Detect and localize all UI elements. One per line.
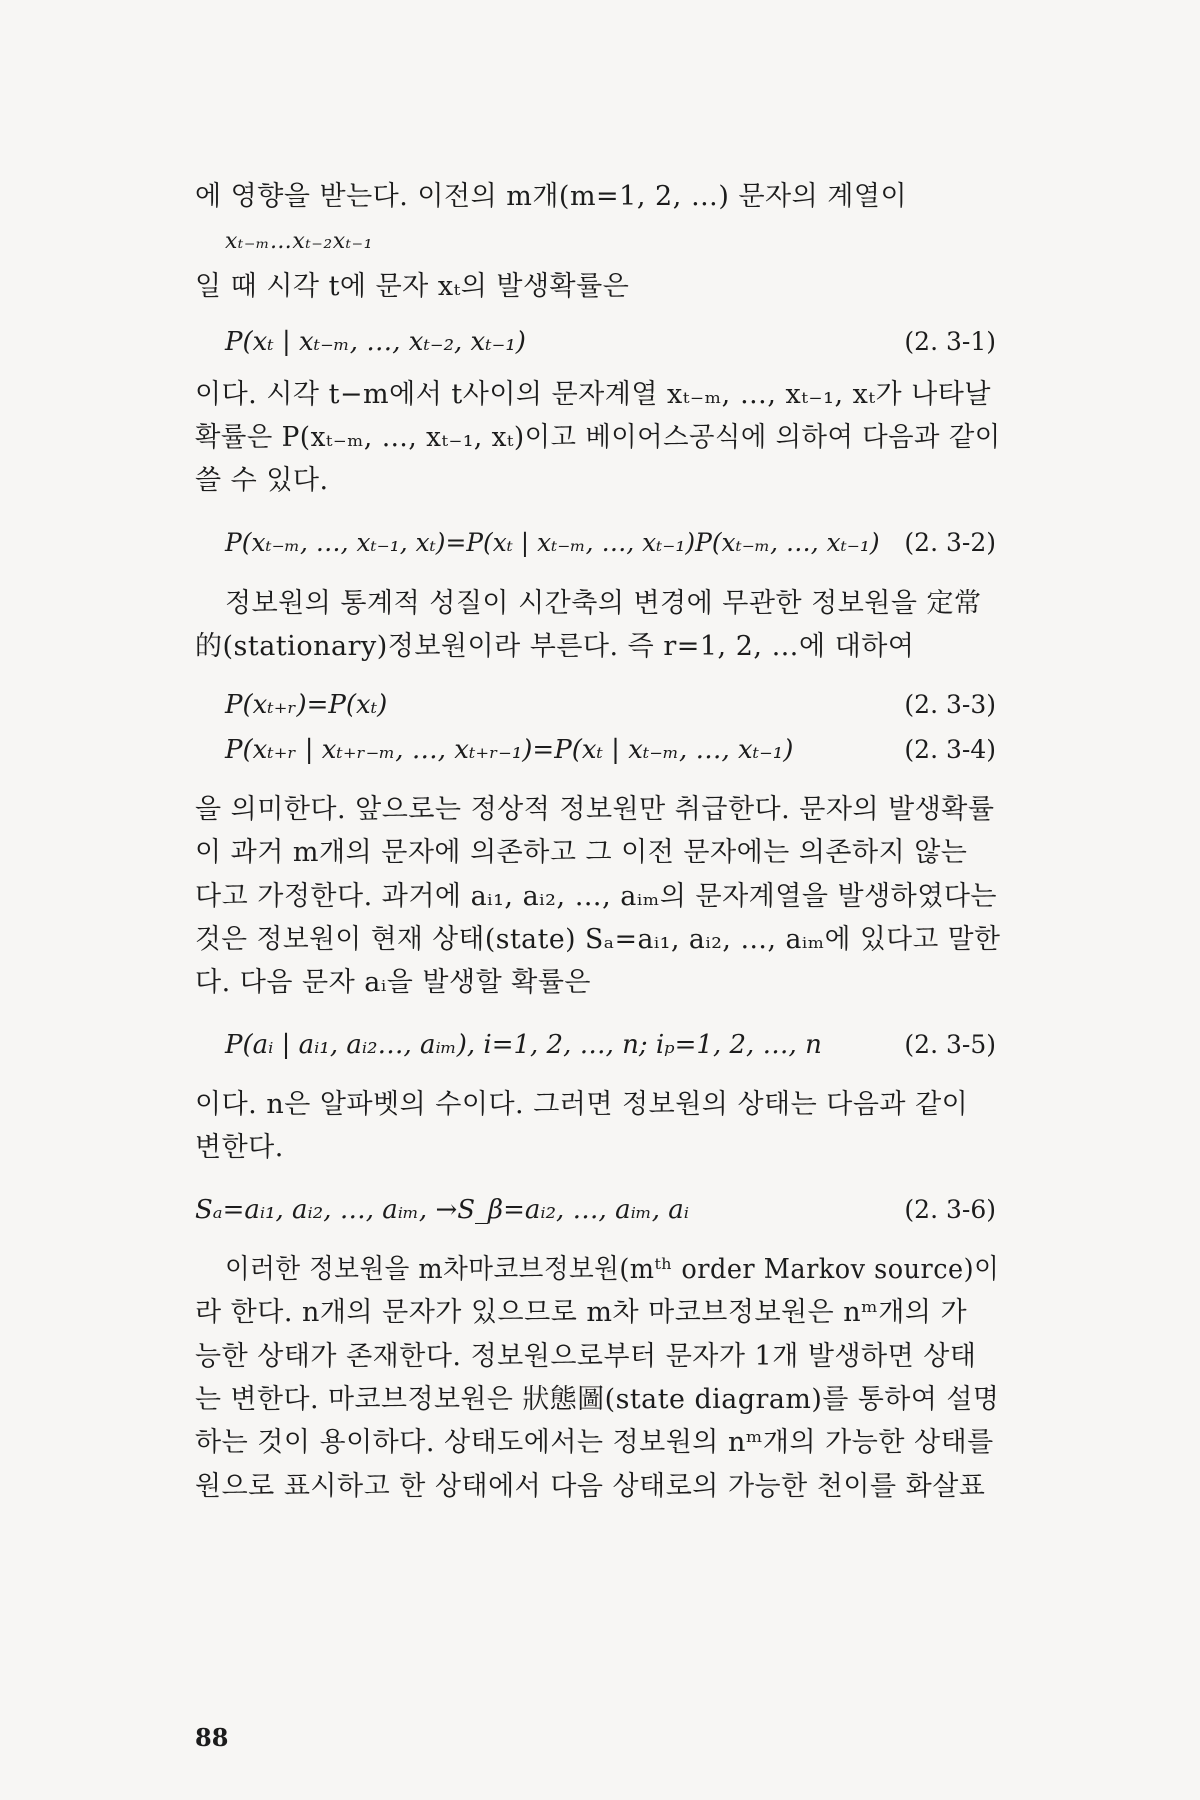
text-line bbox=[0, 833, 1200, 873]
paragraph-text: 원으로 표시하고 한 상태에서 다음 상태로의 가능한 천이를 화살표 bbox=[195, 1471, 986, 1502]
paragraph-text: 확률은 P(xₜ₋ₘ, …, xₜ₋₁, xₜ)이고 베이어스공식에 의하여 다음과 같이 bbox=[195, 422, 1001, 453]
text-line bbox=[0, 1423, 1200, 1463]
equation-number: (2. 3-6) bbox=[904, 1195, 996, 1224]
equation: Sₐ=aᵢ₁, aᵢ₂, …, aᵢₘ, →S_β=aᵢ₂, …, aᵢₘ, aᵢ bbox=[195, 1195, 690, 1225]
equation: P(xₜ₋ₘ, …, xₜ₋₁, xₜ)=P(xₜ | xₜ₋ₘ, …, xₜ₋₁)P(xₜ₋ₘ, …, xₜ₋₁) bbox=[225, 528, 880, 557]
formula-inline: xₜ₋ₘ…xₜ₋₂xₜ₋₁ bbox=[225, 229, 373, 254]
equation-row bbox=[0, 322, 1200, 362]
paragraph-text: 을 의미한다. 앞으로는 정상적 정보원만 취급한다. 문자의 발생확률 bbox=[195, 794, 995, 825]
paragraph-text: 的(stationary)정보원이라 부른다. 즉 r=1, 2, …에 대하여 bbox=[195, 631, 915, 662]
text-line bbox=[0, 920, 1200, 960]
equation-number: (2. 3-5) bbox=[904, 1030, 996, 1059]
equation-number: (2. 3-4) bbox=[904, 735, 996, 764]
text-line bbox=[0, 1380, 1200, 1420]
text-line bbox=[0, 222, 1200, 262]
text-line bbox=[0, 1085, 1200, 1125]
text-line bbox=[0, 1467, 1200, 1507]
paragraph-text: 라 한다. n개의 문자가 있으므로 m차 마코브정보원은 nᵐ개의 가 bbox=[195, 1297, 968, 1328]
equation-number: (2. 3-3) bbox=[904, 690, 996, 719]
text-line bbox=[0, 418, 1200, 458]
text-line bbox=[0, 267, 1200, 307]
paragraph-text: 하는 것이 용이하다. 상태도에서는 정보원의 nᵐ개의 가능한 상태를 bbox=[195, 1427, 994, 1458]
paragraph-text: 능한 상태가 존재한다. 정보원으로부터 문자가 1개 발생하면 상태 bbox=[195, 1341, 977, 1372]
text-line bbox=[0, 790, 1200, 830]
paragraph-text: 일 때 시각 t에 문자 xₜ의 발생확률은 bbox=[195, 271, 630, 302]
equation-number: (2. 3-2) bbox=[904, 528, 996, 557]
equation-row bbox=[0, 730, 1200, 770]
paragraph-text: 에 영향을 받는다. 이전의 m개(m=1, 2, …) 문자의 계열이 bbox=[195, 181, 908, 212]
equation: P(xₜ | xₜ₋ₘ, …, xₜ₋₂, xₜ₋₁) bbox=[225, 327, 526, 357]
equation-row bbox=[0, 1190, 1200, 1230]
equation-number: (2. 3-1) bbox=[904, 327, 996, 356]
text-line bbox=[0, 627, 1200, 667]
text-line bbox=[0, 1250, 1200, 1290]
equation: P(xₜ₊ᵣ)=P(xₜ) bbox=[225, 690, 388, 720]
text-line bbox=[0, 584, 1200, 624]
paragraph-text: 다고 가정한다. 과거에 aᵢ₁, aᵢ₂, …, aᵢₘ의 문자계열을 발생하였다는 bbox=[195, 881, 998, 912]
paragraph-text: 는 변한다. 마코브정보원은 狀態圖(state diagram)를 통하여 설명 bbox=[195, 1384, 1000, 1415]
page-number: 88 bbox=[195, 1723, 229, 1752]
equation-row bbox=[0, 685, 1200, 725]
text-line bbox=[0, 375, 1200, 415]
text-line bbox=[0, 1128, 1200, 1168]
text-line bbox=[0, 963, 1200, 1003]
paragraph-text: 다. 다음 문자 aᵢ을 발생할 확률은 bbox=[195, 967, 592, 998]
paragraph-text: 이 과거 m개의 문자에 의존하고 그 이전 문자에는 의존하지 않는 bbox=[195, 837, 968, 868]
text-line bbox=[0, 461, 1200, 501]
equation-row bbox=[0, 523, 1200, 563]
text-line bbox=[0, 1293, 1200, 1333]
paragraph-text: 이다. 시각 t−m에서 t사이의 문자계열 xₜ₋ₘ, …, xₜ₋₁, xₜ가 나타날 bbox=[195, 379, 991, 410]
text-line bbox=[0, 177, 1200, 217]
equation-row bbox=[0, 1025, 1200, 1065]
paragraph-text: 이러한 정보원을 m차마코브정보원(mᵗʰ order Markov source)이 bbox=[225, 1254, 1000, 1285]
text-line bbox=[0, 1337, 1200, 1377]
equation: P(xₜ₊ᵣ | xₜ₊ᵣ₋ₘ, …, xₜ₊ᵣ₋₁)=P(xₜ | xₜ₋ₘ, …, xₜ₋₁) bbox=[225, 735, 794, 765]
paragraph-text: 이다. n은 알파벳의 수이다. 그러면 정보원의 상태는 다음과 같이 bbox=[195, 1089, 969, 1120]
paragraph-text: 쓸 수 있다. bbox=[195, 465, 329, 496]
equation: P(aᵢ | aᵢ₁, aᵢ₂…, aᵢₘ), i=1, 2, …, n; iₚ=1, 2, …, n bbox=[225, 1030, 822, 1060]
paragraph-text: 것은 정보원이 현재 상태(state) Sₐ=aᵢ₁, aᵢ₂, …, aᵢₘ에 있다고 말한 bbox=[195, 924, 1001, 955]
text-line bbox=[0, 877, 1200, 917]
paragraph-text: 정보원의 통계적 성질이 시간축의 변경에 무관한 정보원을 定常 bbox=[225, 588, 982, 619]
paragraph-text: 변한다. bbox=[195, 1132, 284, 1163]
